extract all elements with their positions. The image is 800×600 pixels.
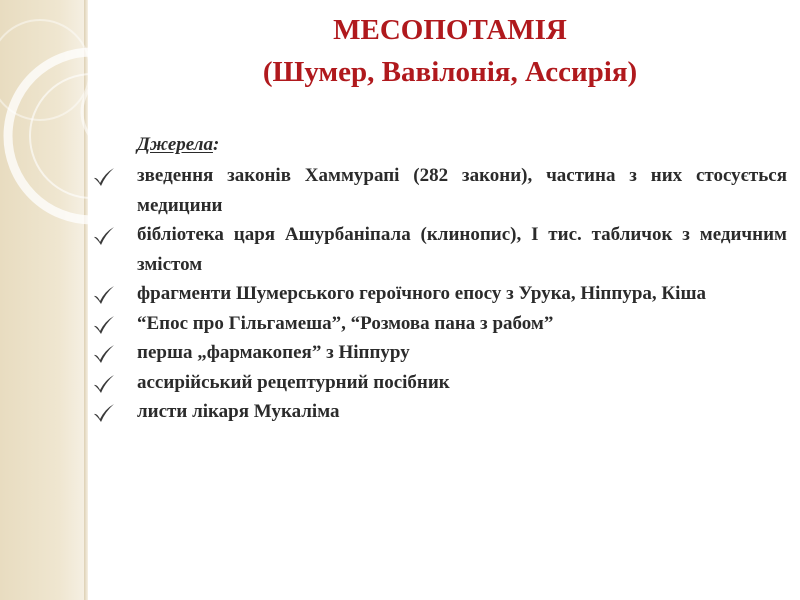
page-title: МЕСОПОТАМІЯ	[333, 14, 567, 46]
checkmark-icon	[92, 315, 116, 335]
list-item	[92, 397, 787, 427]
page-subtitle: (Шумер, Вавілонія, Ассирія)	[262, 56, 638, 88]
list-item-text: ассирійський рецептурний посібник	[137, 371, 450, 393]
sources-heading	[137, 134, 219, 156]
list-item	[92, 220, 787, 279]
list-item-text: перша „фармакопея” з Ніппуру	[137, 342, 410, 363]
side-panel-edge	[84, 0, 88, 600]
list-item-text: зведення законів Хаммурапі (282 закони), частина з них стосується медицини	[137, 165, 787, 216]
sources-label-text: Джерела	[137, 134, 213, 155]
list-item	[92, 338, 787, 368]
list-item	[92, 309, 787, 339]
list-item	[92, 279, 787, 309]
checkmark-icon	[92, 285, 116, 305]
list-item-text: фрагменти Шумерського героїчного епосу з Урука, Ніппура, Кіша	[137, 283, 706, 304]
list-item	[92, 161, 787, 220]
checkmark-icon	[92, 374, 116, 394]
list-item-text: “Епос про Гільгамеша”, “Розмова пана з рабом”	[137, 312, 554, 334]
sources-colon: :	[212, 134, 220, 155]
checkmark-icon	[92, 344, 116, 364]
checkmark-icon	[92, 403, 116, 423]
sources-list	[92, 161, 787, 427]
side-panel	[0, 0, 84, 600]
list-item-text: бібліотека царя Ашурбаніпала (клинопис), І тис. табличок з медичним змістом	[137, 224, 787, 275]
checkmark-icon	[92, 167, 116, 187]
list-item	[92, 368, 787, 398]
list-item-text: листи лікаря Мукаліма	[137, 401, 340, 422]
checkmark-icon	[92, 226, 116, 246]
